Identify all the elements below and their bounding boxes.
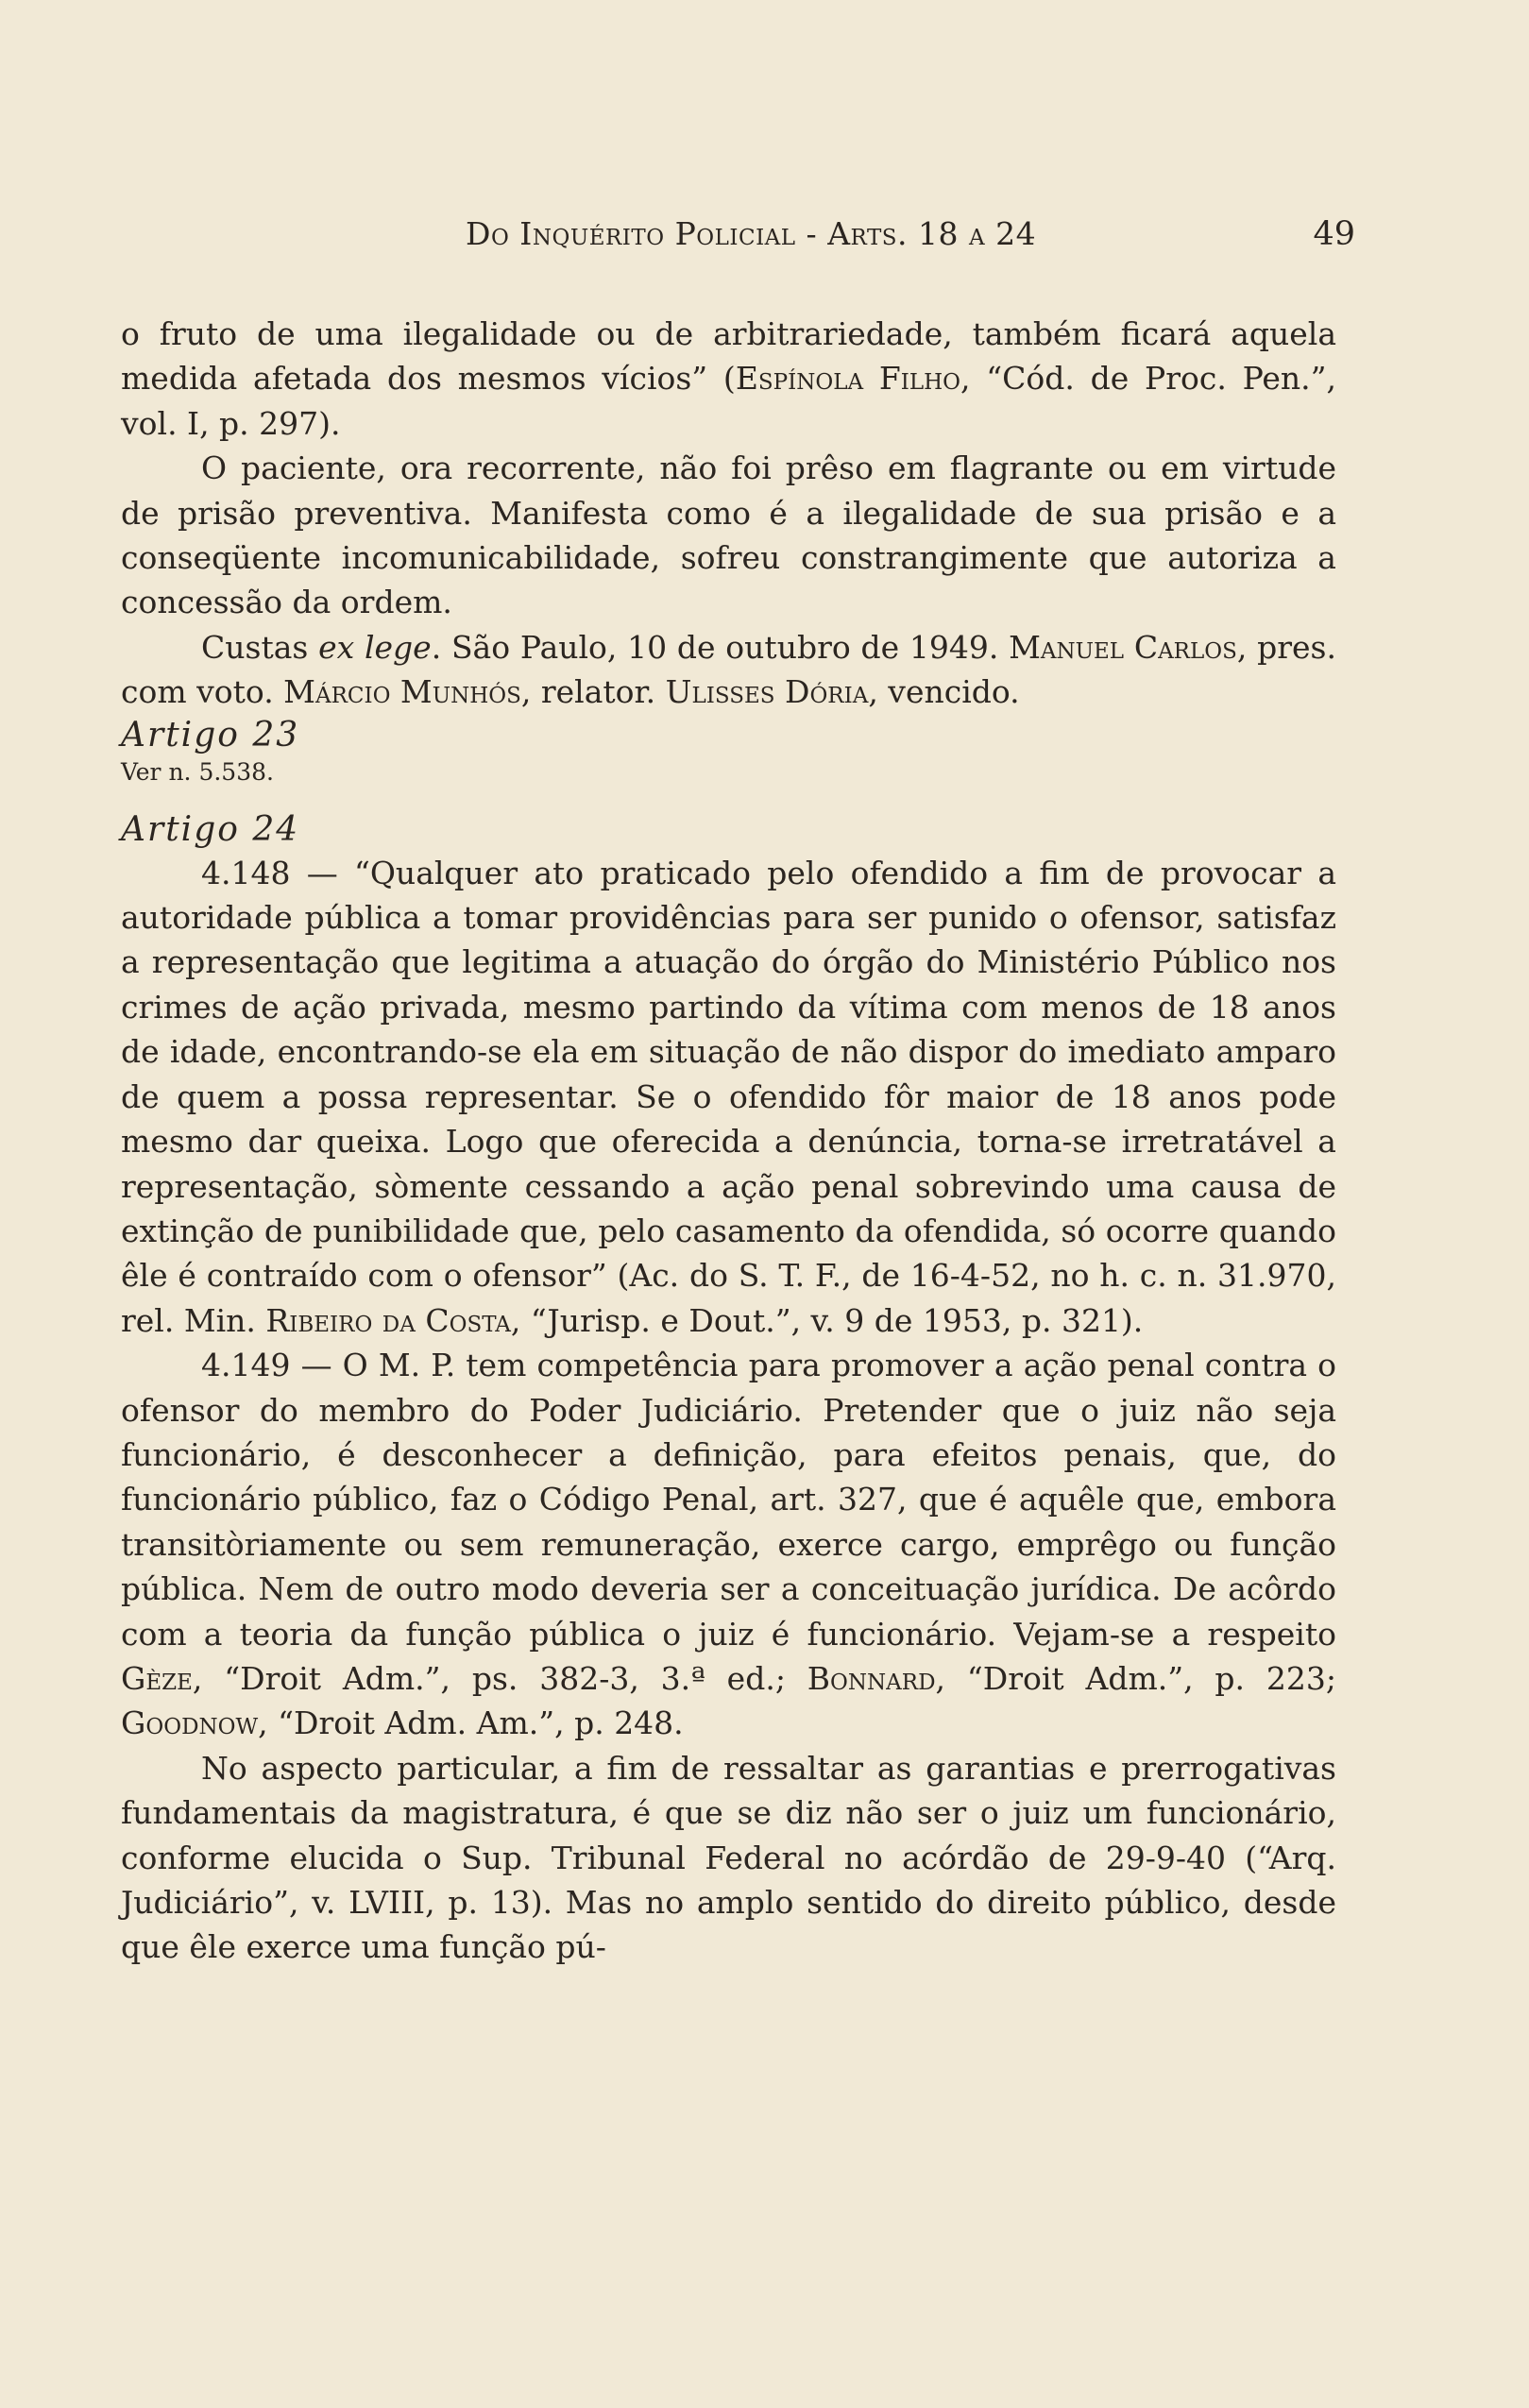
text-run: , relator.: [520, 673, 666, 711]
judge-name: Manuel Carlos: [1009, 628, 1237, 666]
text-run: , “Droit Adm.”, p. 223;: [935, 1659, 1336, 1697]
text-run: , “Droit Adm.”, ps. 382-3, 3.ª ed.;: [192, 1659, 807, 1697]
paragraph-continuation: [121, 312, 1336, 446]
author-name: Bonnard: [807, 1659, 936, 1697]
article-heading-23: Artigo 23: [121, 715, 300, 755]
latin-phrase: ex lege: [318, 628, 432, 666]
paragraph-4148: [121, 851, 1336, 1343]
article-heading-24: Artigo 24: [121, 809, 300, 849]
text-run: . São Paulo, 10 de outubro de 1949.: [431, 628, 1010, 666]
author-name: Goodnow: [121, 1704, 259, 1742]
paragraph-signatures: [121, 625, 1336, 715]
text-run: Custas: [201, 628, 319, 666]
running-title: Do Inquérito Policial - Arts. 18 a 24: [466, 215, 1037, 252]
text-run: , “Jurisp. e Dout.”, v. 9 de 1953, p. 321).: [510, 1301, 1144, 1339]
page-body: [121, 312, 1336, 1970]
text-run: , “Droit Adm. Am.”, p. 248.: [258, 1704, 684, 1742]
text-run: 4.148 — “Qualquer ato praticado pelo ofendido a fim de provocar a autoridade pública a tomar providências para ser punido o ofensor, satisfaz a representação que legitima a atuação do órgão do Ministério Público nos crimes de ação privada, mesmo partindo da vítima com menos de 18 anos de idade, encontrando-se ela em situação de não dispor do imediato amparo de quem a possa representar. Se o ofendido fôr maior de 18 anos pode mesmo dar queixa. Logo que oferecida a denúncia, torna-se irretratável a representação, sòmente cessando a ação penal sobrevindo uma causa de extinção de punibilidade que, pelo casamento da ofendida, só ocorre quando êle é contraído com o ofensor” (Ac. do S. T. F., de 16-4-52, no h. c. n. 31.970, rel. Min.: [121, 854, 1336, 1339]
judge-name: Márcio Munhós: [283, 673, 521, 711]
text-run: 4.149 — O M. P. tem competência para promover a ação penal contra o ofensor do membro do Poder Judiciário. Pretender que o juiz não seja funcionário, é desconhecer a definição, para efeitos penais, que, do funcionário público, faz o Código Penal, art. 327, que é aquêle que, embora transitòriamente ou sem remuneração, exerce cargo, emprêgo ou função pública. Nem de outro modo deveria ser a conceituação jurídica. De acôrdo com a teoria da função pública o juiz é funcionário. Vejam-se a respeito: [121, 1347, 1336, 1653]
article-reference: Ver n. 5.538.: [121, 757, 274, 786]
text-run: , “Cód. de Proc. Pen.”, vol. I, p. 297).: [121, 360, 1336, 442]
author-name: Gèze: [121, 1659, 193, 1697]
running-header: [121, 215, 1355, 263]
judge-name: Ulisses Dória: [665, 673, 869, 711]
page-number: 49: [1313, 215, 1355, 253]
paragraph-4149: [121, 1343, 1336, 1746]
author-name: Espínola Filho: [735, 360, 961, 398]
text-run: o fruto de uma ilegalidade ou de arbitrariedade, também ficará aquela medida afetada dos mesmos vícios” (: [121, 315, 1336, 398]
text-run: , pres. com voto.: [121, 628, 1336, 711]
paragraph: No aspecto particular, a fim de ressaltar as garantias e prerrogativas fundamentais da magistratura, é que se diz não ser o juiz um funcionário, conforme elucida o Sup. Tribunal Federal no acórdão de 29-9-40 (“Arq. Judiciário”, v. LVIII, p. 13). Mas no amplo sentido do direito público, desde que êle exerce uma função pú-: [121, 1749, 1336, 1966]
text-run: , vencido.: [868, 673, 1020, 711]
judge-name: Ribeiro da Costa: [265, 1301, 511, 1339]
paragraph: O paciente, ora recorrente, não foi prêso em flagrante ou em virtude de prisão preventiva. Manifesta como é a ilegalidade de sua prisão e a conseqüente incomunicabilidade, sofreu constrangimente que autoriza a concessão da ordem.: [121, 449, 1336, 621]
